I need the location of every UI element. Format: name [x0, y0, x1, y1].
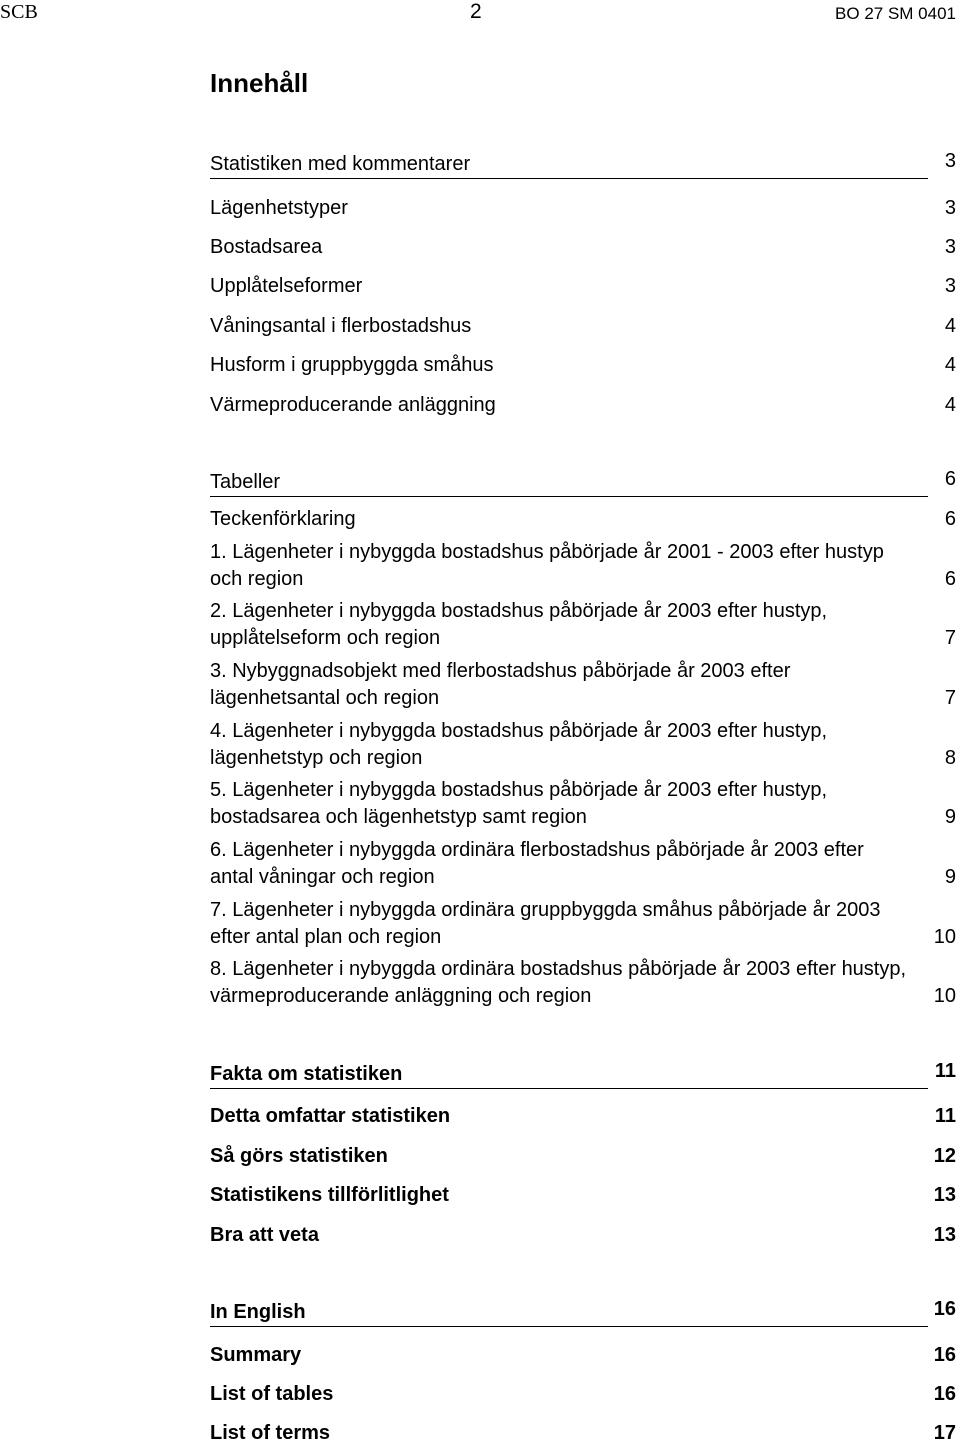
toc-entry-text: 2. Lägenheter i nybyggda bostadshus påbörjade år 2003 efter hustyp, upplåtelseform och region: [210, 600, 828, 649]
toc-heading-page: 6: [944, 468, 956, 490]
toc-entry-page: 13: [933, 1184, 956, 1206]
toc-entry-text: 8. Lägenheter i nybyggda ordinära bostadshus påbörjade år 2003 efter hustyp, värmeproducerande anläggning och region: [210, 958, 907, 1007]
toc-entry-page: 7: [944, 687, 956, 709]
toc-entry-page: 3: [944, 275, 956, 297]
toc-entry-text: List of tables: [210, 1383, 334, 1405]
toc-entry-text: Husform i gruppbyggda småhus: [210, 354, 494, 376]
toc-table-entry[interactable]: [210, 837, 956, 891]
report-code: BO 27 SM 0401: [835, 4, 956, 23]
toc-heading-tabeller[interactable]: [210, 469, 956, 497]
toc-entry-page: 4: [944, 354, 956, 376]
toc-entry[interactable]: [210, 195, 956, 222]
toc-entry-page: 7: [944, 627, 956, 649]
toc-entry-page: 16: [933, 1383, 956, 1405]
toc-entry[interactable]: [210, 1342, 956, 1369]
page-number: 2: [470, 0, 482, 23]
toc-entry-text: Upplåtelseformer: [210, 275, 363, 297]
toc-entry-text: Statistiken med kommentarer: [210, 151, 928, 179]
toc-entry-page: 6: [944, 508, 956, 530]
toc-entry-in-english[interactable]: [210, 1299, 956, 1327]
toc-entry[interactable]: [210, 1143, 956, 1170]
toc-entry-statistiken[interactable]: [210, 151, 956, 179]
toc-entry-text: Bostadsarea: [210, 236, 323, 258]
toc-entry[interactable]: [210, 313, 956, 340]
toc-entry[interactable]: [210, 392, 956, 419]
toc-entry[interactable]: [210, 352, 956, 379]
toc-entry-page: 16: [933, 1298, 956, 1320]
toc-entry-text: Detta omfattar statistiken: [210, 1105, 451, 1127]
toc-entry-page: 9: [944, 866, 956, 888]
toc-entry-page: 16: [933, 1344, 956, 1366]
toc-entry[interactable]: [210, 1381, 956, 1408]
toc-entry-text: Våningsantal i flerbostadshus: [210, 315, 472, 337]
toc-entry-page: 10: [933, 926, 956, 948]
toc-entry-text: Värmeproducerande anläggning: [210, 394, 496, 416]
header-org: SCB: [0, 1, 38, 23]
toc-table-entry[interactable]: [210, 539, 956, 593]
toc-entry[interactable]: [210, 234, 956, 261]
toc-table-entry[interactable]: [210, 718, 956, 772]
toc-entry-page: 17: [933, 1422, 956, 1444]
toc-entry[interactable]: [210, 1420, 956, 1447]
toc-table-entry[interactable]: [210, 658, 956, 712]
toc-table-entry[interactable]: [210, 777, 956, 831]
toc-entry-text: 1. Lägenheter i nybyggda bostadshus påbörjade år 2001 - 2003 efter hustyp och region: [210, 541, 884, 590]
toc-entry-text: Så görs statistiken: [210, 1145, 388, 1167]
toc-entry-page: 4: [944, 394, 956, 416]
toc-table-entry[interactable]: [210, 956, 956, 1010]
toc-table-entry[interactable]: [210, 598, 956, 652]
toc-entry-text: 4. Lägenheter i nybyggda bostadshus påbörjade år 2003 efter hustyp, lägenhetstyp och region: [210, 720, 828, 769]
toc-entry-page: 11: [934, 1060, 956, 1082]
toc-entry-page: 8: [944, 747, 956, 769]
toc-entry-text: Fakta om statistiken: [210, 1061, 928, 1089]
toc-entry-text: Bra att veta: [210, 1224, 319, 1246]
toc-entry-text: 3. Nybyggnadsobjekt med flerbostadshus påbörjade år 2003 efter lägenhetsantal och region: [210, 660, 791, 709]
toc-entry-fakta[interactable]: [210, 1061, 956, 1089]
toc-entry-text: In English: [210, 1299, 928, 1327]
toc-entry-page: 9: [944, 806, 956, 828]
toc-entry[interactable]: [210, 273, 956, 300]
toc-entry-text: 5. Lägenheter i nybyggda bostadshus påbörjade år 2003 efter hustyp, bostadsarea och lägenhetstyp samt region: [210, 779, 828, 828]
toc-entry-page: 11: [934, 1105, 956, 1127]
toc-entry-page: 10: [933, 985, 956, 1007]
toc-heading-text: Tabeller: [210, 469, 928, 497]
toc-entry-page: 6: [944, 568, 956, 590]
toc-entry-text: 6. Lägenheter i nybyggda ordinära flerbostadshus påbörjade år 2003 efter antal våningar och region: [210, 839, 864, 888]
toc-entry[interactable]: [210, 1182, 956, 1209]
toc-entry-page: 3: [944, 150, 956, 172]
toc-entry-text: Summary: [210, 1344, 302, 1366]
toc-entry[interactable]: [210, 1222, 956, 1249]
toc-entry-text: Lägenhetstyper: [210, 197, 348, 219]
toc-entry-text: Teckenförklaring: [210, 508, 356, 530]
toc-entry-page: 4: [944, 315, 956, 337]
toc-table-entry[interactable]: [210, 506, 956, 533]
toc-table-entry[interactable]: [210, 897, 956, 951]
toc-entry-page: 3: [944, 236, 956, 258]
page-title: Innehåll: [210, 68, 309, 98]
toc-entry-page: 13: [933, 1224, 956, 1246]
toc-entry-page: 12: [933, 1145, 956, 1167]
toc-entry[interactable]: [210, 1103, 956, 1130]
toc-entry-page: 3: [944, 197, 956, 219]
toc-entry-text: Statistikens tillförlitlighet: [210, 1184, 449, 1206]
toc-entry-text: 7. Lägenheter i nybyggda ordinära gruppbyggda småhus påbörjade år 2003 efter antal plan och region: [210, 899, 881, 948]
toc-entry-text: List of terms: [210, 1422, 331, 1444]
